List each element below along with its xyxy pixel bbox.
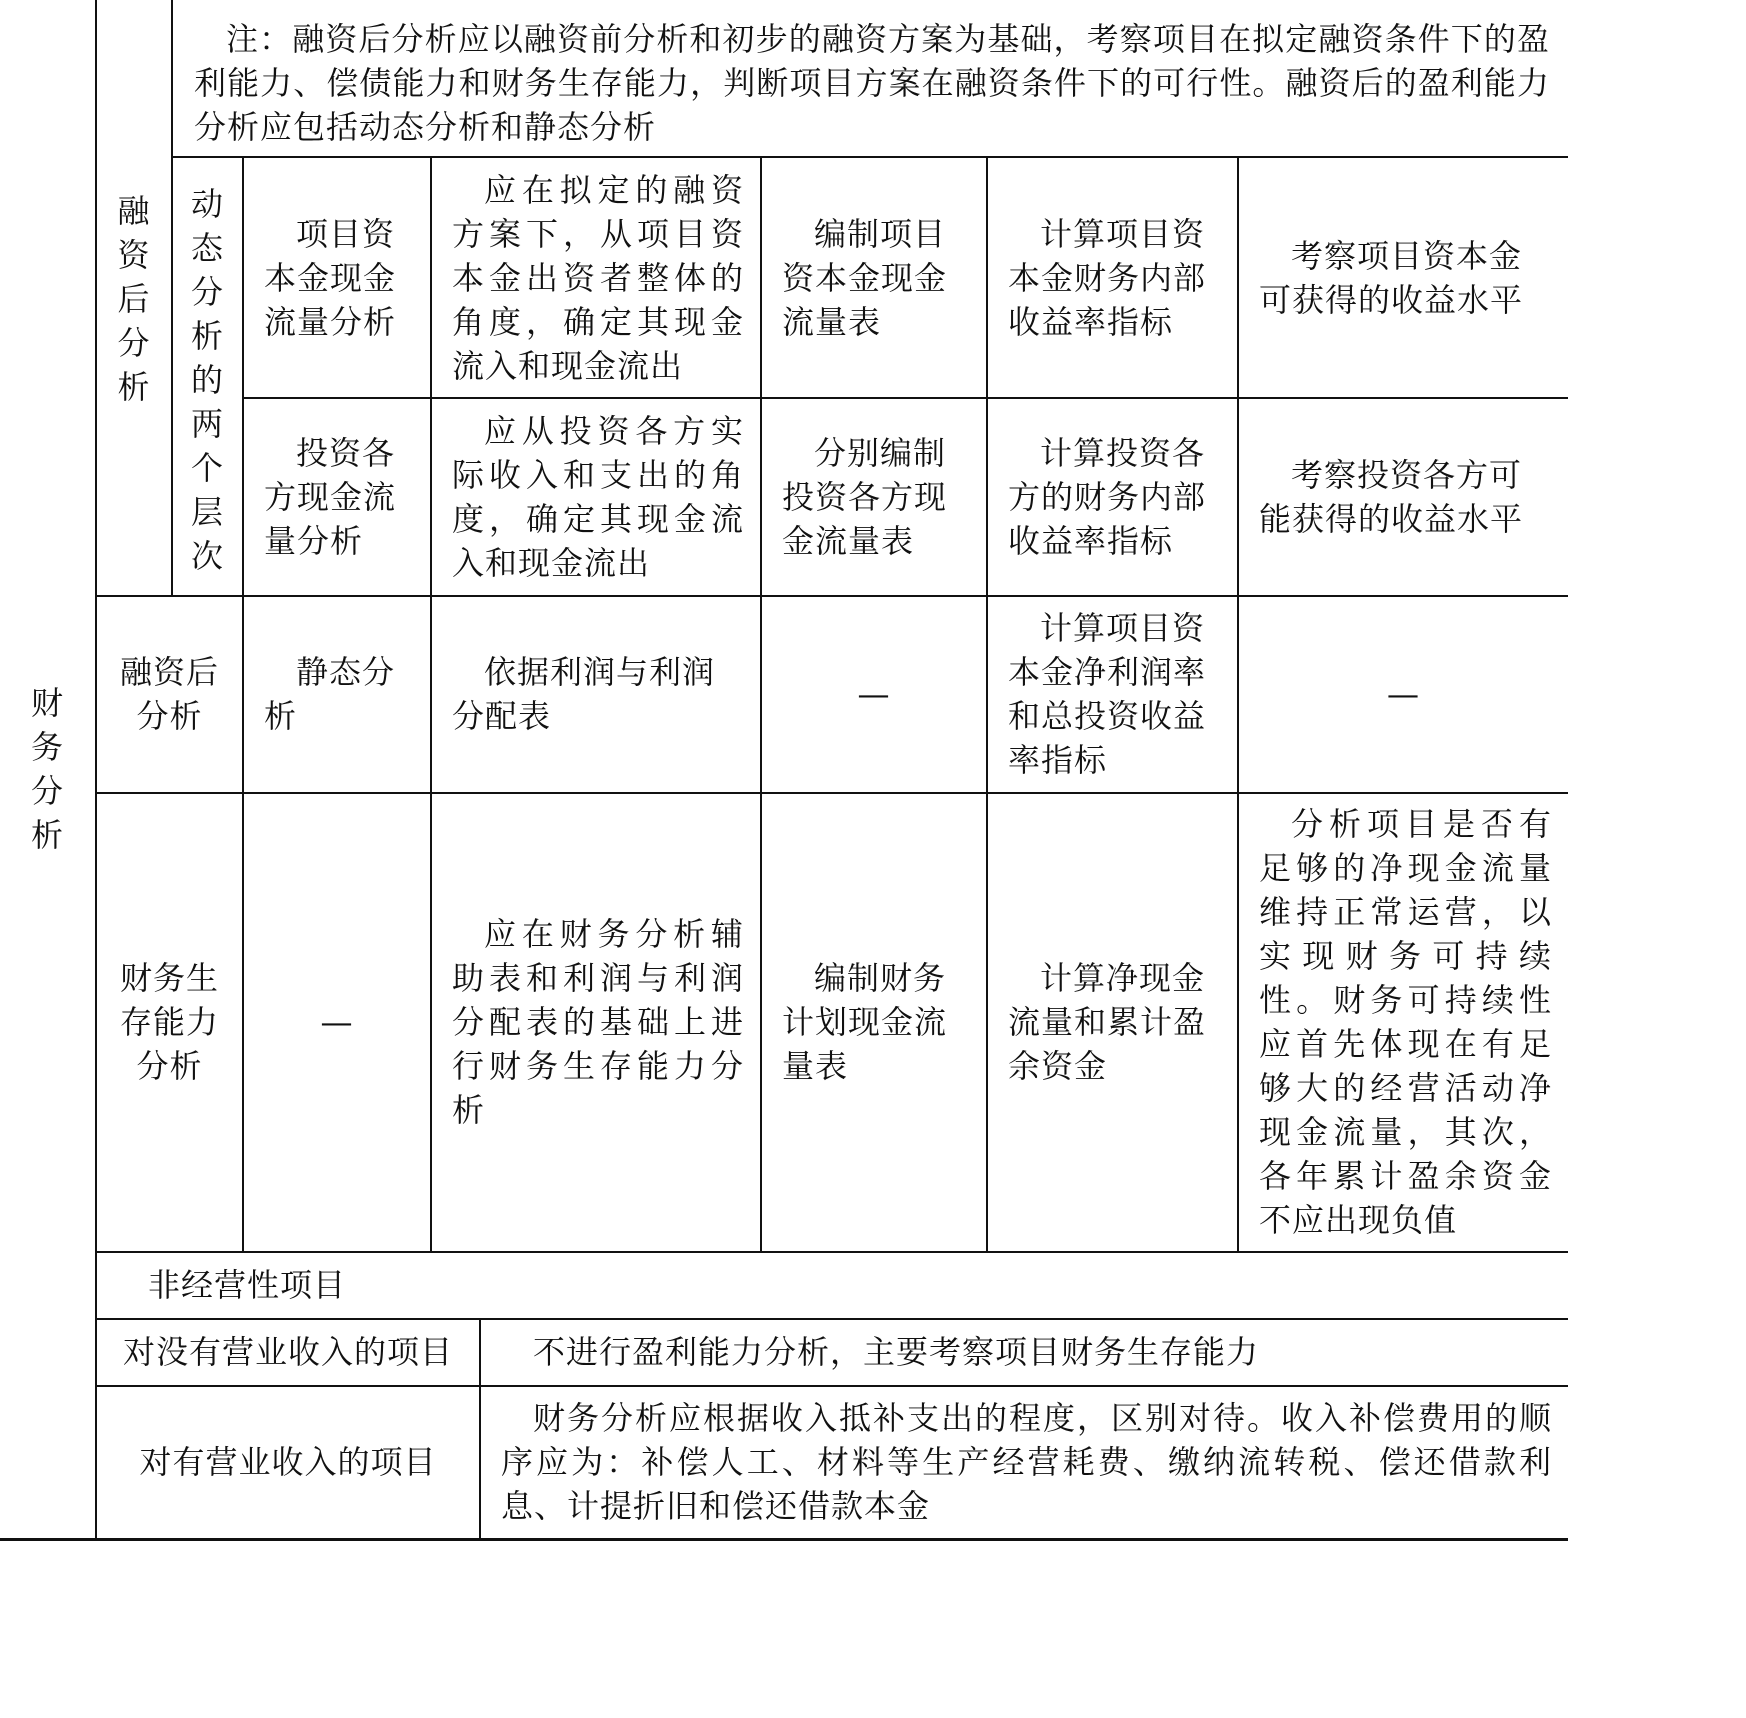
no-income-text: 不进行盈利能力分析，主要考察项目财务生存能力	[533, 1333, 1260, 1371]
with-income-label: 对有营业收入的项目	[139, 1443, 437, 1481]
static-analysis: 静态分 析	[264, 653, 396, 735]
table-rule	[430, 156, 432, 1253]
capital-cashflow-table: 编制项目 资本金现金 流量表	[782, 215, 948, 341]
financing-note: 注：融资后分析应以融资前分析和初步的融资方案为基础，考察项目在拟定融资条件下的盈利能力、偿债能力和财务生存能力，判断项目方案在融资条件下的可行性。融资后的盈利能力分析应包括动态分析和静态分析	[194, 20, 1550, 146]
survival-analysis: —	[320, 1003, 354, 1041]
table-rule	[986, 156, 988, 1253]
investor-cashflow-analysis: 投资各 方现金流 量分析	[264, 434, 397, 560]
survival-purpose: 分析项目是否有足够的净现金流量维持正常运营，以实现财务可持续性。财务可持续性应首先体现在有足够大的经营活动净现金流量，其次，各年累计盈余资金不应出现负值	[1259, 805, 1552, 1239]
static-purpose: —	[1387, 675, 1420, 713]
table-rule	[95, 1251, 1568, 1253]
investor-cashflow-indicator: 计算投资各 方的财务内部 收益率指标	[1008, 434, 1207, 560]
table-rule	[95, 1318, 1568, 1320]
survival-row-label: 财务生 存能力 分析	[119, 959, 219, 1085]
survival-table: 编制财务 计划现金流 量表	[782, 959, 948, 1085]
table-rule	[242, 397, 1568, 399]
table-rule	[95, 792, 1568, 794]
post-financing-label: 融 资 后 分 析	[117, 192, 151, 406]
table-rule	[95, 1385, 1568, 1387]
dynamic-analysis-label: 动 态 分 析 的 两 个 层 次	[190, 185, 224, 575]
static-basis: 依据利润与利润 分配表	[452, 653, 716, 735]
investor-cashflow-purpose: 考察投资各方可 能获得的收益水平	[1259, 456, 1524, 538]
static-row-label: 融资后 分析	[119, 653, 219, 735]
capital-cashflow-indicator: 计算项目资 本金财务内部 收益率指标	[1008, 215, 1207, 341]
table-bottom-rule	[0, 1538, 1568, 1541]
static-indicator: 计算项目资 本金净利润率 和总投资收益 率指标	[1008, 609, 1207, 779]
investor-cashflow-basis: 应从投资各方实际收入和支出的角度，确定其现金流入和现金流出	[452, 412, 744, 582]
table-rule	[171, 156, 1568, 158]
with-income-text: 财务分析应根据收入抵补支出的程度，区别对待。收入补偿费用的顺序应为：补偿人工、材料等生产经营耗费、缴纳流转税、偿还借款利息、计提折旧和偿还借款本金	[501, 1399, 1552, 1525]
table-rule	[479, 1318, 481, 1541]
capital-cashflow-analysis: 项目资 本金现金 流量分析	[264, 215, 397, 341]
investor-cashflow-table: 分别编制 投资各方现 金流量表	[782, 434, 948, 560]
no-income-label: 对没有营业收入的项目	[122, 1333, 453, 1371]
survival-basis: 应在财务分析辅助表和利润与利润分配表的基础上进行财务生存能力分析	[452, 915, 744, 1129]
non-operating-header: 非经营性项目	[148, 1266, 347, 1304]
capital-cashflow-purpose: 考察项目资本金 可获得的收益水平	[1259, 237, 1524, 319]
static-table: —	[857, 675, 891, 713]
table-rule	[242, 156, 244, 1253]
table-rule	[95, 595, 1568, 597]
capital-cashflow-basis: 应在拟定的融资方案下，从项目资本金出资者整体的角度，确定其现金流入和现金流出	[452, 171, 744, 385]
survival-indicator: 计算净现金 流量和累计盈 余资金	[1008, 959, 1207, 1085]
financial-analysis-label: 财 务 分 析	[30, 684, 64, 854]
